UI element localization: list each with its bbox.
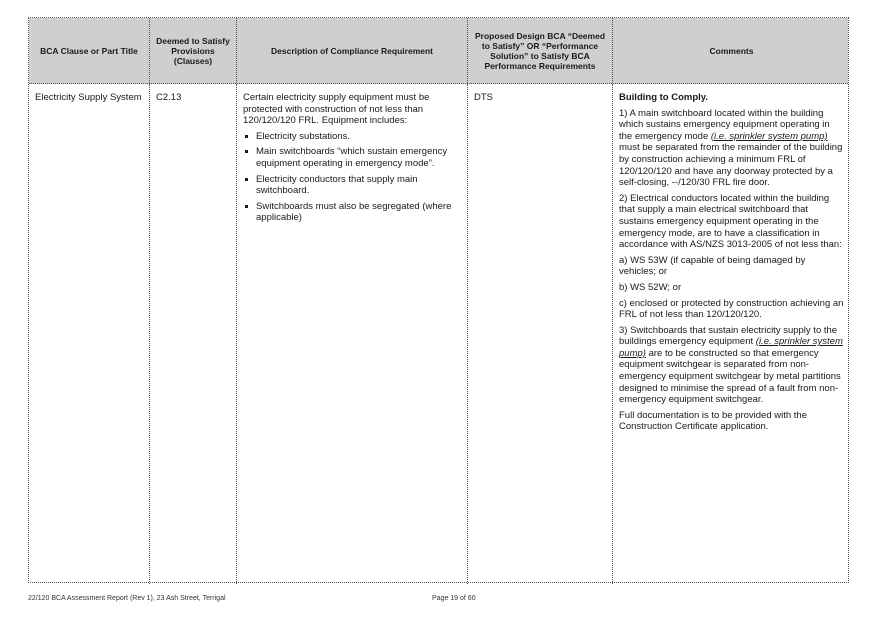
list-item: Switchboards must also be segregated (where applicable) bbox=[243, 201, 461, 224]
comment-paragraph: 3) Switchboards that sustain electricity supply to the buildings emergency equipment (i.e. sprinkler system pump) are to be constructed so that emergency equipment switchgear is separated from non-emergency equipment switchgear by metal partitions designed to minimise the spread of a fault from non-emergency equipment switchgear. bbox=[619, 324, 843, 406]
comment-paragraph: Full documentation is to be provided with the Construction Certificate application. bbox=[619, 409, 807, 433]
header-cell-description: Description of Compliance Requirement bbox=[237, 18, 468, 83]
comments-heading: Building to Comply. bbox=[619, 92, 709, 103]
cell-dts: C2.13 bbox=[150, 84, 237, 584]
list-item: Main switchboards “which sustain emergency equipment operating in emergency mode”. bbox=[243, 146, 461, 169]
header-cell-comments: Comments bbox=[709, 45, 754, 56]
cell-comments bbox=[613, 84, 850, 584]
header-cell-proposed: Proposed Design BCA “Deemed to Satisfy” OR “Performance Solution” to Satisfy BCA Performance Requirements bbox=[468, 18, 613, 83]
comment-paragraph: 2) Electrical conductors located within the building that supply a main electrical switchboard that sustains emergency equipment operating in the emergency mode, are to have a classification in accordance with AS/NZS 3013-2005 of not less than: bbox=[619, 192, 842, 251]
header-cell-clause: BCA Clause or Part Title bbox=[29, 18, 150, 83]
table-row bbox=[29, 84, 848, 584]
description-intro: Certain electricity supply equipment must be protected with construction of not less than 120/120/120 FRL. Equipment includes: bbox=[243, 92, 430, 127]
comment-paragraph: b) WS 52W; or bbox=[619, 281, 682, 293]
comment-paragraph: c) enclosed or protected by construction achieving an FRL of not less than 120/120/120. bbox=[619, 297, 844, 321]
cell-description bbox=[237, 84, 468, 584]
header-cell-dts: Deemed to Satisfy Provisions (Clauses) bbox=[150, 18, 237, 83]
list-item: Electricity substations. bbox=[243, 131, 461, 143]
comment-paragraph: 1) A main switchboard located within the building which sustains emergency equipment operating in the emergency mode (i.e. sprinkler system pump) must be separated from the remainder of the building by construction achieving a minimum FRL of 120/120/120 and have any doorway protected by a self-closing, --/120/30 FRL fire door. bbox=[619, 107, 843, 189]
list-item: Electricity conductors that supply main switchboard. bbox=[243, 174, 461, 197]
footer-page-number: Page 19 of 60 bbox=[432, 595, 476, 602]
description-list bbox=[243, 131, 461, 224]
comment-paragraph: a) WS 53W (if capable of being damaged by vehicles; or bbox=[619, 254, 806, 278]
table-header-row bbox=[29, 18, 848, 84]
cell-clause: Electricity Supply System bbox=[29, 84, 150, 584]
compliance-table bbox=[28, 17, 849, 583]
footer-report-title: 22/120 BCA Assessment Report (Rev 1), 23 Ash Street, Terrigal bbox=[28, 595, 226, 602]
cell-proposed: DTS bbox=[468, 84, 613, 584]
